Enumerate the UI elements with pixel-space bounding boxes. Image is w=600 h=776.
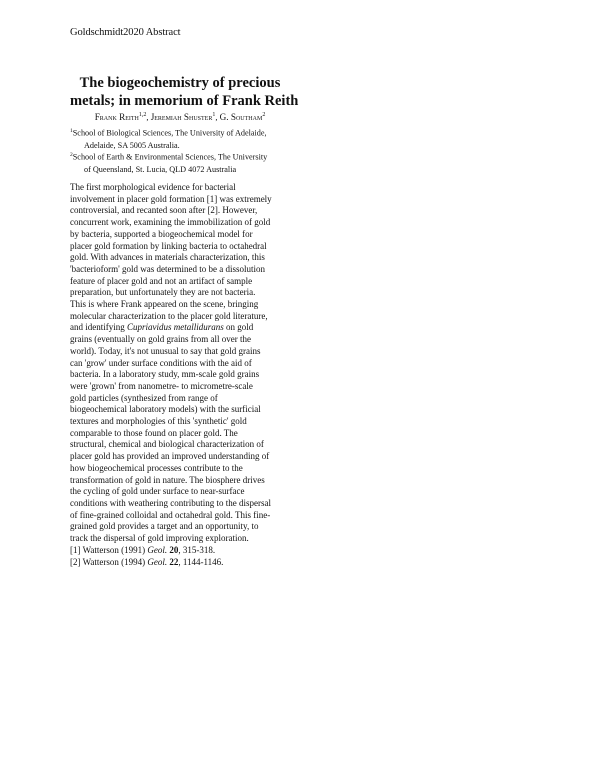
body-line: were 'grown' from nanometre- to micrometre-scale [70,380,253,391]
body-line: comparable to those found on placer gold. The [70,427,238,438]
affiliation-line: School of Earth & Environmental Sciences, The University [72,152,268,162]
body-line: placer gold formation by linking bacteria to octahedral [70,240,267,251]
affiliation-line: School of Biological Sciences, The University of Adelaide, [72,128,267,138]
affiliation [70,126,300,151]
body-line: track the dispersal of gold improving exploration. [70,533,249,544]
body-line: feature of placer gold and not an artifact of sample [70,275,253,286]
page-header: Goldschmidt2020 Abstract [70,27,181,38]
body-line: gold. With advances in materials characterization, this [70,252,265,263]
author-name: Jeremiah Shuster [150,112,213,122]
species-name: Cupriavidus metallidurans [127,322,224,333]
reference-journal: Geol. [147,556,168,567]
body-line: how biogeochemical processes contribute to the [70,462,243,473]
body-line: concurrent work, examining the immobilization of gold [70,217,271,228]
affiliation-line: Adelaide, SA 5005 Australia. [84,140,180,150]
reference-journal: Geol. [147,545,168,555]
body-line: placer gold has provided an improved understanding of [70,451,270,462]
body-line: conditions with weathering contributing to the dispersal [70,497,271,508]
body-line: preparation, but unfortunately they are not bacteria. [70,287,256,298]
author-affil-sup: 2 [262,112,266,119]
body-line: molecular characterization to the placer gold literature, [70,310,268,321]
author-sep: , [215,112,220,122]
affiliation-line: of Queensland, St. Lucia, QLD 4072 Australia [84,164,237,174]
author-sep: , [146,112,151,122]
reference-item: [1] Watterson (1991) Geol. 20, 315-318. [70,545,216,555]
body-line: world). Today, it's not unusual to say that gold grains [70,345,261,356]
body-line: 'bacterioform' gold was determined to be a dissolution [70,263,265,274]
affiliation [70,150,300,175]
author-name: Frank Reith [94,112,139,122]
body-line: structural, chemical and biological characterization of [70,439,264,450]
affiliation-sup: 2 [70,152,73,158]
body-line: bacteria. In a laboratory study, mm-scale gold grains [70,369,260,380]
body-line: of fine-grained colloidal and octahedral gold. This fine- [70,509,271,520]
body-line: biogeochemical laboratory models) with the surficial [70,404,261,415]
reference-list [70,545,300,568]
body-line: and identifying Cupriavidus metallidurans on gold [70,322,254,333]
author-list [70,112,290,122]
article-title [70,75,299,110]
body-line: grained gold provides a target and an opportunity, to [70,521,259,532]
author-affil-sup: 1,2 [138,112,147,119]
body-line: This is where Frank appeared on the scene, bringing [70,299,259,310]
body-line: textures and morphologies of this 'synthetic' gold [70,416,247,427]
body-line: controversial, and recanted soon after [2]. However, [70,205,258,216]
body-line: transformation of gold in nature. The biosphere drives [70,474,265,485]
body-line: by bacteria, supported a biogeochemical model for [70,228,253,239]
author-name: G. Southam [219,112,263,122]
body-line: grains (eventually on gold grains from all over the [70,334,251,345]
affiliation-sup: 1 [70,128,73,134]
title-line-2: metals; in memorium of Frank Reith [70,92,299,109]
reference-item: [2] Watterson (1994) Geol. 22, 1144-1146. [70,556,224,567]
reference-volume: 20 [169,545,179,555]
body-line: can 'grow' under surface conditions with the aid of [70,357,252,368]
author-affil-sup: 1 [212,112,216,119]
reference-volume: 22 [169,556,179,567]
body-line: gold particles (synthesized from range of [70,392,218,403]
body-line: the cycling of gold under surface to near-surface [70,486,245,497]
title-line-1: The biogeochemistry of precious [79,75,281,91]
abstract-body [70,182,300,545]
body-line: The first morphological evidence for bacterial [70,182,236,192]
body-line: involvement in placer gold formation [1] was extremely [70,193,272,204]
